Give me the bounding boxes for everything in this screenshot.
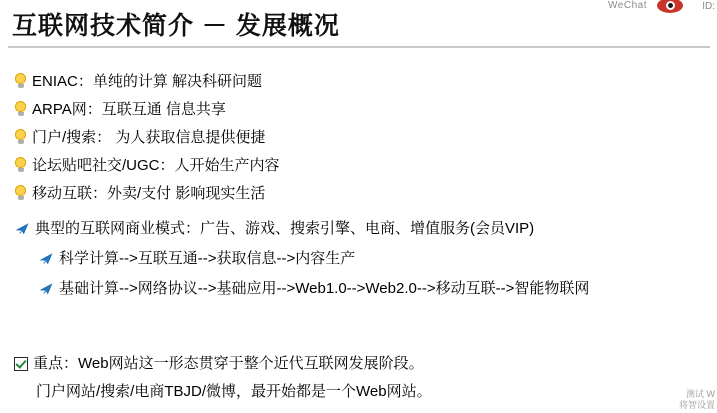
list-item-label: 典型的互联网商业模式：广告、游戏、搜索引擎、电商、增值服务(会员VIP): [35, 220, 535, 237]
list-item: [14, 219, 589, 239]
page-title: 互联网技术简介 － 发展概况: [12, 12, 340, 40]
lightbulb-icon: [14, 100, 28, 118]
list-item-label: 科学计算-->互联互通-->获取信息-->内容生产: [59, 250, 356, 267]
list-item: [14, 354, 432, 374]
list-item: [14, 100, 280, 120]
list-item-label: 移动互联：外卖/支付 影响现实生活: [32, 185, 266, 202]
airplane-icon: [14, 221, 30, 237]
title-divider: [8, 46, 710, 48]
list-item: [14, 72, 280, 92]
list-item: [14, 156, 280, 176]
eye-pupil: [666, 1, 675, 10]
list-item: [14, 128, 280, 148]
list-item: [38, 249, 589, 269]
list-item: [14, 184, 280, 204]
list-item: [38, 279, 589, 299]
lightbulb-icon: [14, 128, 28, 146]
checkbox-checked-icon: [14, 357, 28, 371]
airplane-icon: [38, 281, 54, 297]
watermark-id-text: ID:: [702, 1, 715, 12]
key-point-block: [14, 354, 432, 402]
lightbulb-icon: [14, 156, 28, 174]
watermark-top-text: WeChat: [608, 0, 647, 11]
list-item-label: 基础计算-->网络协议-->基础应用-->Web1.0-->Web2.0-->移动互联-->智能物联网: [59, 280, 590, 297]
bullet-list-models: [14, 219, 589, 309]
watermark-bottom: [679, 389, 715, 411]
lightbulb-icon: [14, 72, 28, 90]
list-item-label: 门户/搜索： 为人获取信息提供便捷: [32, 129, 266, 146]
key-point-line2: 门户网站/搜索/电商TBJD/微博，最开始都是一个Web网站。: [36, 383, 432, 400]
eye-icon: [657, 0, 683, 13]
list-item-label: 论坛贴吧社交/UGC：人开始生产内容: [32, 157, 280, 174]
bullet-list-history: [14, 72, 280, 212]
watermark-bottom-line2: 将智设置: [678, 400, 715, 410]
list-item-label: ARPA网：互联互通 信息共享: [32, 101, 226, 118]
list-item-label: ENIAC：单纯的计算 解决科研问题: [32, 73, 263, 90]
key-point-line1: 重点：Web网站这一形态贯穿于整个近代互联网发展阶段。: [33, 355, 424, 372]
lightbulb-icon: [14, 184, 28, 202]
watermark-bottom-line1: 测试 W: [686, 389, 715, 399]
airplane-icon: [38, 251, 54, 267]
